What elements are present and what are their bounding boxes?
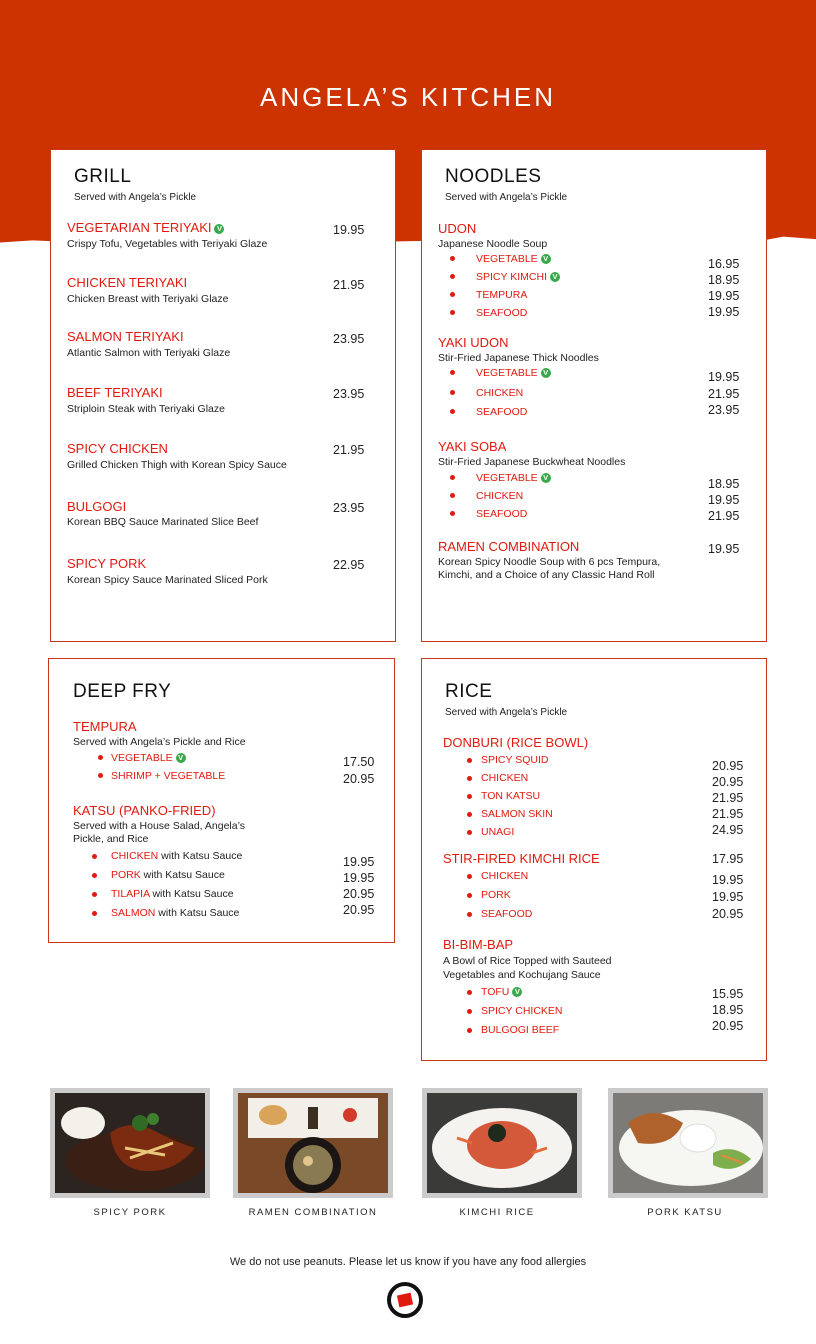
bullet-icon [92, 873, 97, 878]
menu-item-price: 20.95 [712, 775, 744, 789]
vegetarian-icon: V [550, 272, 560, 282]
menu-item-desc: Served with a House Salad, Angela’s [73, 820, 245, 832]
bullet-icon [467, 990, 472, 995]
menu-item-name: BEEF TERIYAKI [67, 385, 163, 400]
menu-option: SALMON with Katsu Sauce [111, 907, 240, 919]
menu-option: VEGETABLE V [111, 752, 186, 764]
menu-item-name: CHICKEN TERIYAKI [67, 275, 188, 290]
menu-item-desc: Crispy Tofu, Vegetables with Teriyaki Glaze [67, 238, 268, 250]
bullet-icon [98, 773, 103, 778]
menu-item-price: 21.95 [712, 807, 744, 821]
menu-item-price: 21.95 [708, 387, 740, 401]
menu-item-name: UDON [438, 221, 477, 236]
menu-item-price: 19.95 [708, 493, 740, 507]
photo-pork-katsu [608, 1088, 768, 1198]
menu-item-desc: Vegetables and Kochujang Sauce [443, 969, 601, 981]
menu-item-price: 20.95 [343, 887, 375, 901]
bullet-icon [467, 758, 472, 763]
menu-item-price: 19.95 [343, 871, 375, 885]
rice-title: RICE [445, 681, 493, 702]
menu-option: TILAPIA with Katsu Sauce [111, 888, 234, 900]
noodles-subtitle: Served with Angela’s Pickle [445, 192, 568, 203]
deep-fry-title: DEEP FRY [73, 681, 172, 702]
menu-item-desc: Korean Spicy Sauce Marinated Sliced Pork [67, 574, 268, 586]
menu-item-desc: Stir-Fried Japanese Thick Noodles [438, 352, 599, 364]
menu-item-name: TEMPURA [73, 719, 137, 734]
menu-item-desc: A Bowl of Rice Topped with Sauteed [443, 955, 612, 967]
rice-section [421, 658, 767, 1061]
menu-item-desc: Striploin Steak with Teriyaki Glaze [67, 403, 225, 415]
menu-item-price: 21.95 [712, 791, 744, 805]
bullet-icon [450, 292, 455, 297]
bullet-icon [450, 256, 455, 261]
bullet-icon [467, 794, 472, 799]
menu-item-desc: Korean BBQ Sauce Marinated Slice Beef [67, 516, 259, 528]
menu-item-price: 16.95 [708, 257, 740, 271]
menu-item-price: 17.95 [712, 852, 744, 866]
vegetarian-icon: V [214, 224, 224, 234]
vegetarian-icon: V [541, 368, 551, 378]
menu-item-name: YAKI SOBA [438, 439, 507, 454]
vegetarian-icon: V [176, 753, 186, 763]
menu-item-price: 15.95 [712, 987, 744, 1001]
menu-item-price: 20.95 [343, 903, 375, 917]
bullet-icon [92, 892, 97, 897]
menu-item-price: 22.95 [333, 558, 365, 572]
photo-caption: SPICY PORK [93, 1207, 167, 1218]
ramen-combination-image [238, 1093, 388, 1193]
bullet-icon [467, 912, 472, 917]
menu-option: BULGOGI BEEF [481, 1024, 560, 1036]
menu-option: SALMON SKIN [481, 808, 553, 820]
grill-section [50, 149, 396, 642]
bullet-icon [92, 911, 97, 916]
vegetarian-icon: V [541, 473, 551, 483]
menu-item-price: 18.95 [708, 273, 740, 287]
menu-item-price: 24.95 [712, 823, 744, 837]
menu-item-name: BULGOGI [67, 499, 127, 514]
menu-item-price: 17.50 [343, 755, 375, 769]
photo-caption: PORK KATSU [647, 1207, 723, 1218]
noodles-title: NOODLES [445, 166, 542, 187]
menu-option: SPICY KIMCHI V [476, 271, 560, 283]
menu-item-price: 19.95 [708, 370, 740, 384]
menu-option: CHICKEN [476, 490, 524, 502]
menu-option: VEGETABLE V [476, 472, 551, 484]
photo-spicy-pork [50, 1088, 210, 1198]
bullet-icon [467, 1009, 472, 1014]
pork-katsu-image [613, 1093, 763, 1193]
menu-item-name: SPICY PORK [67, 556, 147, 571]
grill-subtitle: Served with Angela’s Pickle [74, 192, 197, 203]
photo-kimchi-rice [422, 1088, 582, 1198]
menu-item-name: SPICY CHICKEN [67, 441, 168, 456]
bullet-icon [467, 874, 472, 879]
menu-option: SEAFOOD [476, 406, 528, 418]
menu-item-name: BI-BIM-BAP [443, 937, 514, 952]
menu-option: PORK with Katsu Sauce [111, 869, 225, 881]
bullet-icon [450, 310, 455, 315]
bullet-icon [450, 409, 455, 414]
menu-item-price: 20.95 [712, 1019, 744, 1033]
bullet-icon [92, 854, 97, 859]
menu-item-price: 19.95 [333, 223, 365, 237]
menu-option: SEAFOOD [481, 908, 533, 920]
restaurant-title: ANGELA’S KITCHEN [259, 82, 556, 112]
menu-option: VEGETABLE V [476, 253, 551, 265]
menu-item-desc: Pickle, and Rice [73, 833, 149, 845]
menu-item-price: 19.95 [708, 289, 740, 303]
bullet-icon [98, 755, 103, 760]
menu-item-price: 23.95 [333, 387, 365, 401]
menu-item-price: 19.95 [343, 855, 375, 869]
menu-item-price: 19.95 [708, 305, 740, 319]
menu-item-price: 23.95 [333, 332, 365, 346]
menu-item-name: DONBURI (RICE BOWL) [443, 735, 589, 750]
noodles-section [421, 149, 767, 642]
menu-option: CHICKEN with Katsu Sauce [111, 850, 243, 862]
bullet-icon [467, 893, 472, 898]
menu-item-desc: Kimchi, and a Choice of any Classic Hand Roll [438, 569, 655, 581]
menu-option: SEAFOOD [476, 307, 528, 319]
menu-option: SHRIMP + VEGETABLE [111, 770, 226, 782]
menu-option: TEMPURA [476, 289, 528, 301]
menu-item-price: 23.95 [708, 403, 740, 417]
bullet-icon [467, 776, 472, 781]
bullet-icon [450, 274, 455, 279]
menu-item-price: 23.95 [333, 501, 365, 515]
menu-option: SPICY CHICKEN [481, 1005, 563, 1017]
bullet-icon [467, 812, 472, 817]
menu-item-price: 21.95 [333, 278, 365, 292]
restaurant-logo-icon [385, 1280, 425, 1320]
menu-item-name: RAMEN COMBINATION [438, 539, 580, 554]
menu-option: CHICKEN [476, 387, 524, 399]
bullet-icon [450, 493, 455, 498]
menu-item-price: 19.95 [708, 542, 740, 556]
deep-fry-section [48, 658, 395, 943]
rice-subtitle: Served with Angela’s Pickle [445, 707, 568, 718]
menu-item-price: 21.95 [333, 443, 365, 457]
menu-item-price: 20.95 [712, 907, 744, 921]
menu-item-desc: Chicken Breast with Teriyaki Glaze [67, 293, 229, 305]
menu-item-price: 18.95 [712, 1003, 744, 1017]
menu-item-name: KATSU (PANKO-FRIED) [73, 803, 216, 818]
menu-item-name: YAKI UDON [438, 335, 509, 350]
menu-item-desc: Japanese Noodle Soup [438, 238, 548, 250]
menu-option: CHICKEN [481, 870, 529, 882]
menu-option: TON KATSU [481, 790, 541, 802]
photo-caption: KIMCHI RICE [459, 1207, 535, 1218]
menu-item-price: 19.95 [712, 890, 744, 904]
grill-title: GRILL [74, 166, 132, 187]
bullet-icon [450, 370, 455, 375]
menu-option: SEAFOOD [476, 508, 528, 520]
menu-item-price: 21.95 [708, 509, 740, 523]
menu-option: SPICY SQUID [481, 754, 549, 766]
menu-item-desc: Atlantic Salmon with Teriyaki Glaze [67, 347, 231, 359]
menu-item-price: 20.95 [343, 772, 375, 786]
spicy-pork-image [55, 1093, 205, 1193]
menu-item-name: SALMON TERIYAKI [67, 329, 184, 344]
photo-caption: RAMEN COMBINATION [248, 1207, 378, 1218]
menu-option: VEGETABLE V [476, 367, 551, 379]
vegetarian-icon: V [512, 987, 522, 997]
menu-item-desc: Korean Spicy Noodle Soup with 6 pcs Tempura, [438, 556, 661, 568]
photo-ramen-combination [233, 1088, 393, 1198]
menu-item-price: 20.95 [712, 759, 744, 773]
menu-item-price: 18.95 [708, 477, 740, 491]
menu-item-desc: Stir-Fried Japanese Buckwheat Noodles [438, 456, 626, 468]
menu-option: PORK [481, 889, 511, 901]
menu-option: CHICKEN [481, 772, 529, 784]
menu-option: UNAGI [481, 826, 515, 838]
menu-item-name: VEGETARIAN TERIYAKI V [67, 220, 224, 235]
kimchi-rice-image [427, 1093, 577, 1193]
bullet-icon [450, 390, 455, 395]
vegetarian-icon: V [541, 254, 551, 264]
menu-item-desc: Grilled Chicken Thigh with Korean Spicy Sauce [67, 459, 287, 471]
menu-item-price: 19.95 [712, 873, 744, 887]
allergy-note: We do not use peanuts. Please let us know if you have any food allergies [229, 1256, 587, 1268]
bullet-icon [450, 511, 455, 516]
menu-item-name: STIR-FIRED KIMCHI RICE [443, 851, 600, 866]
bullet-icon [450, 475, 455, 480]
bullet-icon [467, 830, 472, 835]
menu-item-desc: Served with Angela’s Pickle and Rice [73, 736, 246, 748]
menu-option: TOFU V [481, 986, 522, 998]
bullet-icon [467, 1028, 472, 1033]
